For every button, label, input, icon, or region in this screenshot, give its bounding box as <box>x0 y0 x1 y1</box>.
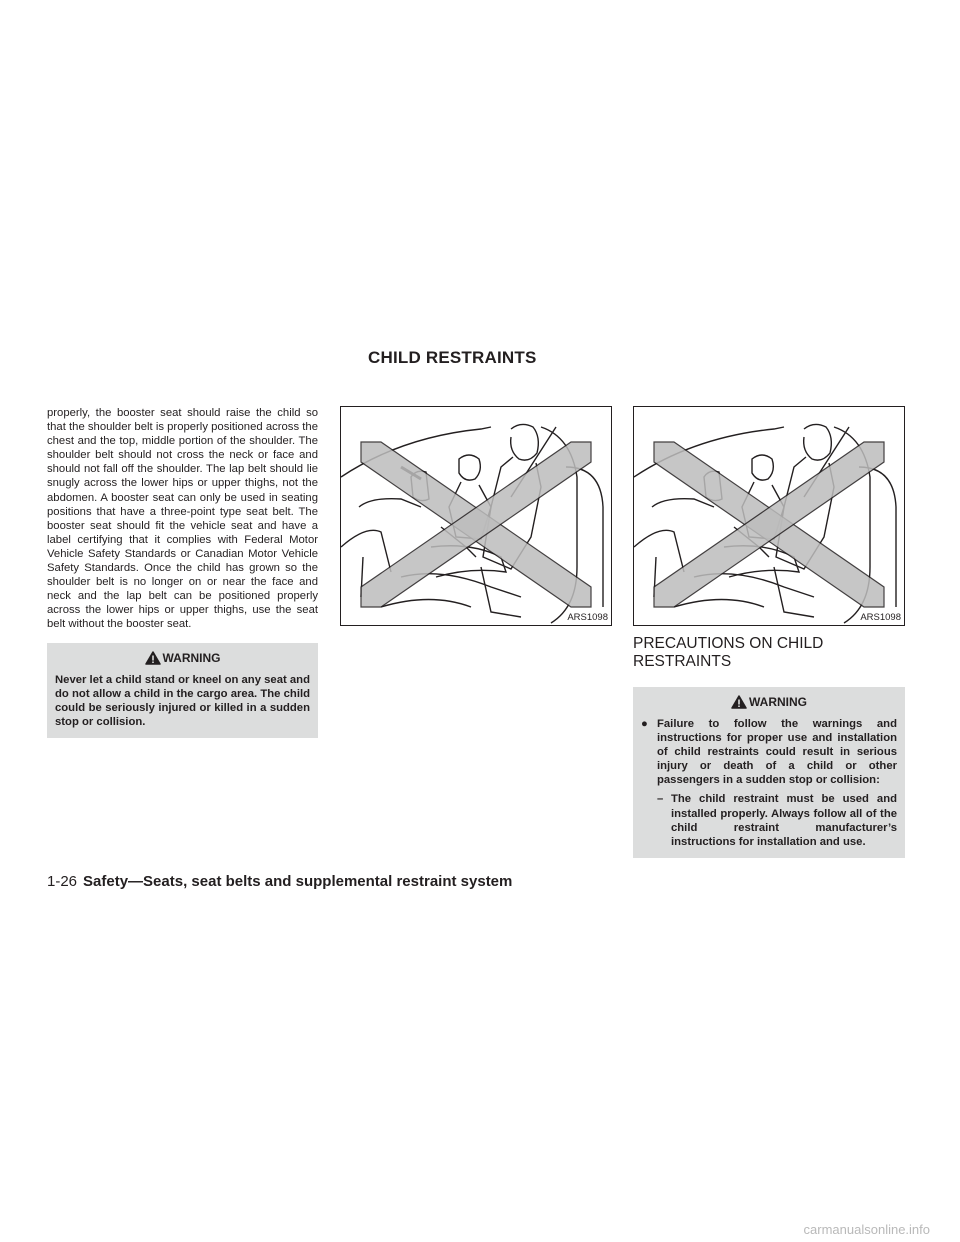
figure-label: ARS1098 <box>567 612 608 623</box>
chapter-title: Safety—Seats, seat belts and supplemental restraint system <box>83 873 513 890</box>
bullet-icon: ● <box>641 718 648 730</box>
warning-box-cargo <box>47 643 318 738</box>
warning-heading: WARNING <box>641 694 897 710</box>
warning-text: Never let a child stand or kneel on any seat and do not allow a child in the cargo area. The child could be seriously injured or killed in a sudden stop or collision. <box>55 673 310 728</box>
child-on-lap-crossed-out-illustration <box>634 407 904 625</box>
figure-label: ARS1098 <box>860 612 901 623</box>
warning-dash-item: – The child restraint must be used and installed properly. Always follow all of the child restraint manufacturer’s instructions for installation and use. <box>657 793 897 848</box>
booster-seat-paragraph: properly, the booster seat should raise the child so that the shoulder belt is properly positioned across the chest and the top, middle portion of the shoulder. The shoulder belt should not cross the neck or face and should not fall off the shoulder. The lap belt should lie snugly across the lower hips or upper thighs, not the abdomen. A booster seat can only be used in seating positions that have a three-point type seat belt. The booster seat should fit the vehicle seat and have a label certifying that it complies with Federal Motor Vehicle Safety Standards or Canadian Motor Vehicle Safety Standards. Once the child has grown so the shoulder belt is no longer on or near the face and neck and the lap belt can be positioned properly across the lower hips or upper thighs, use the seat belt without the booster seat. <box>47 407 318 631</box>
figure-child-on-lap-left <box>340 406 612 626</box>
warning-triangle-icon <box>145 651 161 665</box>
warning-box-precautions <box>633 687 905 858</box>
precautions-heading: PRECAUTIONS ON CHILD RESTRAINTS <box>633 635 824 670</box>
right-column <box>633 406 905 858</box>
middle-column <box>340 406 612 626</box>
left-column <box>47 406 318 738</box>
section-title: CHILD RESTRAINTS <box>368 348 537 367</box>
page-footer <box>47 873 512 890</box>
child-on-lap-crossed-out-illustration <box>341 407 611 625</box>
dash-icon: – <box>657 793 664 806</box>
warning-heading: WARNING <box>55 650 310 666</box>
page-number: 1-26 <box>47 873 78 890</box>
figure-child-on-lap-right <box>633 406 905 626</box>
watermark: carmanualsonline.info <box>803 1222 930 1237</box>
warning-triangle-icon <box>731 695 747 709</box>
warning-bullet-item: ● Failure to follow the warnings and instructions for proper use and installation of child restraints could result in serious injury or death of a child or other passengers in a sudden stop or collision: <box>641 718 897 787</box>
